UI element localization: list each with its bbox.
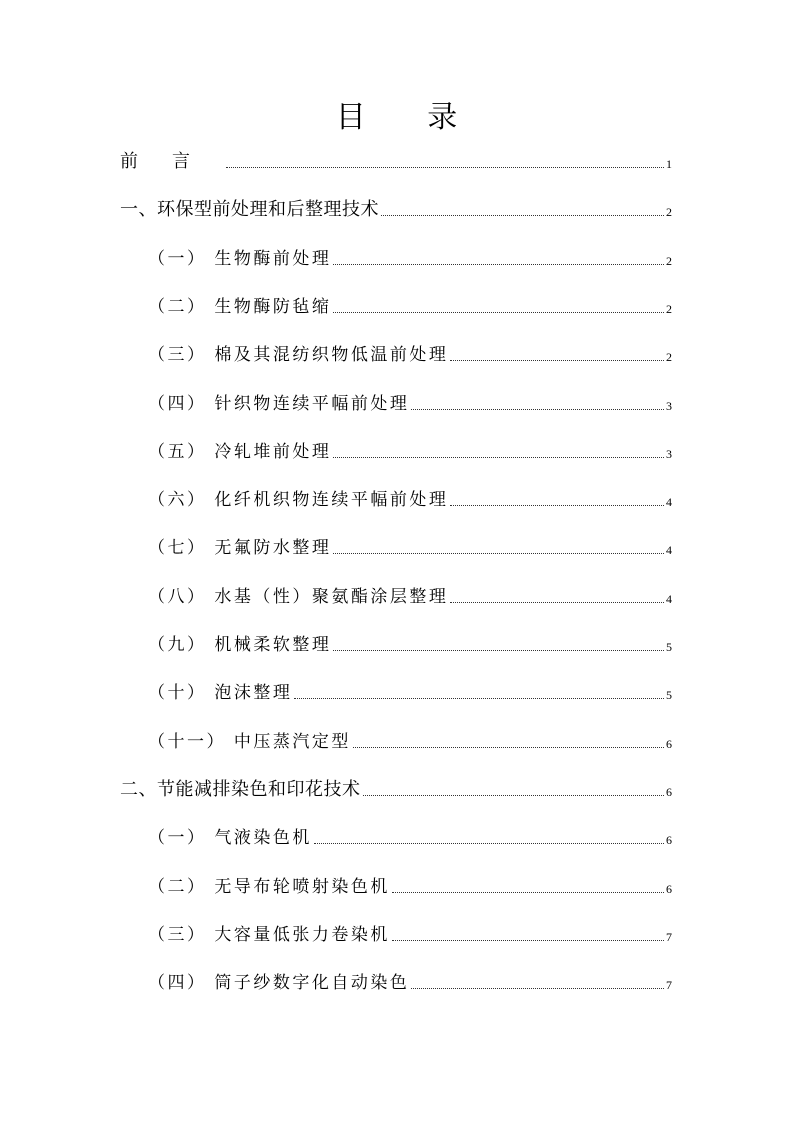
toc-subsection-entry[interactable] [148, 388, 672, 416]
dot-leader [333, 311, 664, 313]
dot-leader [363, 794, 665, 796]
toc-entry-page-number: 6 [666, 833, 672, 848]
toc-subsection-entry[interactable] [148, 339, 672, 367]
toc-subsection-entry[interactable] [148, 919, 672, 947]
toc-entry-page-number: 2 [666, 205, 672, 220]
toc-entry-page-number: 1 [666, 157, 672, 171]
dot-leader [450, 601, 664, 603]
dot-leader [333, 263, 664, 265]
toc-subsection-entry[interactable] [148, 581, 672, 609]
toc-entry-page-number: 4 [666, 543, 672, 558]
toc-entry-label: （五） 冷轧堆前处理 [148, 441, 332, 462]
toc-entry-page-number: 2 [666, 301, 672, 316]
toc-subsection-entry[interactable] [148, 677, 672, 705]
toc-entry-page-number: 4 [666, 495, 672, 510]
toc-entry-page-number: 4 [666, 591, 672, 606]
toc-entry-page-number: 6 [666, 736, 672, 751]
toc-section-entry[interactable] [120, 774, 672, 802]
dot-leader [353, 746, 664, 748]
toc-entry-label: （二） 生物酶防毡缩 [148, 296, 332, 317]
toc-subsection-entry[interactable] [148, 291, 672, 319]
toc-entry-label: （九） 机械柔软整理 [148, 635, 332, 655]
dot-leader [314, 842, 664, 844]
toc-subsection-entry[interactable] [148, 967, 672, 995]
toc-entry-label: （二） 无导布轮喷射染色机 [148, 876, 390, 897]
toc-entry-page-number: 2 [666, 253, 672, 268]
dot-leader [450, 504, 664, 506]
toc-entry-page-number: 6 [666, 784, 672, 799]
toc-title: 目 录 [335, 100, 484, 135]
toc-subsection-entry[interactable] [148, 871, 672, 899]
toc-entry-label: （四） 筒子纱数字化自动染色 [148, 973, 410, 994]
dot-leader [333, 649, 664, 651]
dot-leader [450, 359, 664, 361]
dot-leader [333, 456, 664, 458]
dot-leader [411, 408, 664, 410]
dot-leader [392, 939, 664, 941]
toc-subsection-entry[interactable] [148, 629, 672, 657]
toc-entry-page-number: 5 [666, 640, 672, 654]
dot-leader [294, 697, 664, 699]
toc-section-entry[interactable] [120, 146, 672, 174]
toc-entry-label: （六） 化纤机织物连续平幅前处理 [148, 490, 449, 511]
toc-section-entry[interactable] [120, 194, 672, 222]
toc-subsection-entry[interactable] [148, 822, 672, 850]
dot-leader [411, 987, 664, 989]
toc-subsection-entry[interactable] [148, 243, 672, 271]
toc-subsection-entry[interactable] [148, 532, 672, 560]
toc-entry-page-number: 3 [666, 398, 672, 413]
dot-leader [381, 214, 664, 216]
toc-entry-label: 二、节能减排染色和印花技术 [120, 778, 361, 800]
dot-leader [333, 552, 664, 554]
toc-entry-label: （八） 水基（性）聚氨酯涂层整理 [148, 586, 449, 607]
toc-subsection-entry[interactable] [148, 726, 672, 754]
toc-entry-label: （十） 泡沫整理 [148, 683, 293, 704]
dot-leader [226, 166, 664, 168]
toc-entry-page-number: 6 [666, 881, 672, 896]
toc-entry-page-number: 5 [666, 688, 672, 703]
toc-entry-page-number: 7 [666, 978, 672, 993]
toc-entry-label: （三） 大容量低张力卷染机 [148, 924, 390, 945]
toc-entry-label: （十一） 中压蒸汽定型 [148, 731, 351, 752]
toc-entry-page-number: 3 [666, 446, 672, 461]
toc-entry-page-number: 2 [666, 350, 672, 365]
toc-subsection-entry[interactable] [148, 436, 672, 464]
toc-subsection-entry[interactable] [148, 484, 672, 512]
toc-entry-label: （一） 生物酶前处理 [148, 248, 332, 269]
toc-entry-label: （七） 无氟防水整理 [148, 538, 332, 559]
toc-entry-label: （一） 气液染色机 [148, 828, 312, 849]
toc-entry-label: 一、环保型前处理和后整理技术 [120, 199, 379, 221]
dot-leader [392, 891, 664, 893]
toc-entry-label: （四） 针织物连续平幅前处理 [148, 393, 410, 414]
toc-entry-page-number: 7 [666, 929, 672, 944]
toc-entry-label: （三） 棉及其混纺织物低温前处理 [148, 345, 449, 366]
toc-entry-label: 前言 [120, 151, 224, 172]
